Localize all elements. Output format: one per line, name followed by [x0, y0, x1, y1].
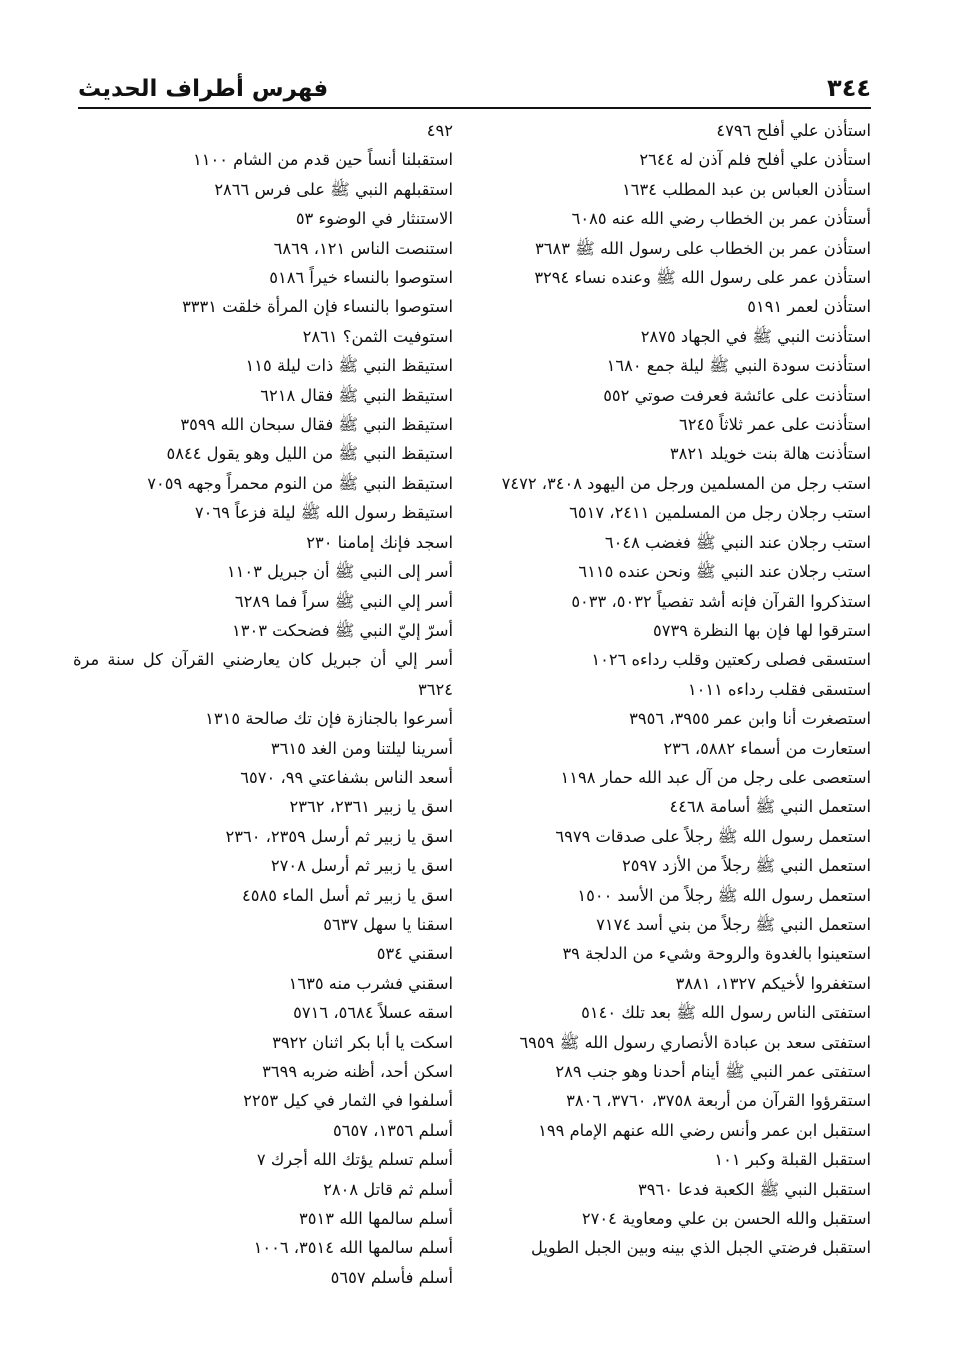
index-entry: اسق يا زبير ثم أسل الماء ٤٥٨٥ — [242, 885, 453, 905]
index-entry: استصغرت أنا وابن عمر ٣٩٥٥، ٣٩٥٦ — [629, 709, 871, 729]
index-entry: استأذنت على عائشة فعرفت صوتي ٥٥٢ — [603, 385, 871, 405]
index-entry: استأذنت النبي ﷺ في الجهاد ٢٨٧٥ — [640, 326, 871, 346]
index-entry: اسق يا زبير ثم أرسل ٢٧٠٨ — [270, 856, 453, 876]
index-entry: استوصوا بالنساء خيراً ٥١٨٦ — [269, 268, 453, 288]
index-entry: استفتى عمر النبي ﷺ أينام أحدنا وهو جنب ٢٨٩ — [555, 1062, 871, 1081]
index-entry: استأذن عمر بن الخطاب على رسول الله ﷺ ٣٦٨٣ — [535, 238, 871, 258]
index-entry: استأذنت على عمر ثلاثاً ٦٢٤٥ — [678, 415, 871, 435]
index-entry: استغفروا لأخيكم ١٣٢٧، ٣٨٨١ — [675, 973, 871, 993]
index-entry: أسلم ثم قاتل ٢٨٠٨ — [323, 1179, 453, 1199]
index-entry: أسر إلي أن جبريل كان يعارضني القرآن كل سنة مرة ٣٦٢٤ — [73, 650, 453, 699]
index-entry: استعمل النبي ﷺ رجلاً من بني أسد ٧١٧٤ — [596, 914, 871, 934]
index-entry: استأذن العباس بن عبد المطلب ١٦٣٤ — [622, 179, 871, 199]
right-column — [486, 116, 871, 1263]
index-entry: استيقظ رسول الله ﷺ ليلة فزعاً ٧٠٦٩ — [194, 503, 453, 523]
index-entry: استقبل ابن عمر وأنس رضي الله عنهم الإمام ١٩٩ — [538, 1120, 871, 1140]
index-entry: أسر إلي النبي ﷺ سراً فما ٦٢٨٩ — [234, 591, 453, 611]
index-entry: أسلم فأسلم ٥٦٥٧ — [330, 1267, 453, 1287]
index-entry: أسر إلى النبي ﷺ أن جبريل ١١٠٣ — [226, 562, 453, 582]
index-entry: استعينوا بالغدوة والروحة وشيء من الدلجة ٣٩ — [562, 944, 871, 964]
header-rule — [78, 107, 871, 109]
index-entry: استيقظ النبي ﷺ من الليل وهو يقول ٥٨٤٤ — [166, 444, 453, 464]
index-entry: استأذن علي أفلح ٤٧٩٦ — [716, 121, 871, 140]
index-entry: أسلم ١٣٥٦، ٥٦٥٧ — [333, 1120, 453, 1140]
index-entry: اسق يا زبير ٢٣٦١، ٢٣٦٢ — [289, 797, 453, 817]
index-entry: اسقه عسلاً ٥٦٨٤، ٥٧١٦ — [293, 1003, 453, 1023]
index-entry: استأذنت سودة النبي ﷺ ليلة جمع ١٦٨٠ — [606, 356, 871, 376]
index-entry: استقبلهم النبي ﷺ على فرس ٢٨٦٦ — [214, 179, 453, 199]
index-entry: استسقى فقلب رداءه ١٠١١ — [687, 679, 871, 699]
index-entry: استفتى الناس رسول الله ﷺ بعد تلك ٥١٤٠ — [581, 1003, 871, 1023]
index-entry: استقبلنا أنساً حين قدم من الشام ١١٠٠ — [192, 150, 453, 170]
index-entry: استعمل النبي ﷺ رجلاً من الأزد ٢٥٩٧ — [622, 856, 871, 876]
index-entry: استسقى فصلى ركعتين وقلب رداءه ١٠٢٦ — [591, 650, 871, 670]
index-entry: اسقني فشرب منه ١٦٣٥ — [288, 973, 453, 993]
index-entry: استب رجل من المسلمين ورجل من اليهود ٣٤٠٨، ٧٤٧٢ — [501, 473, 871, 493]
index-entry: الاستنثار في الوضوء ٥٣ — [295, 209, 453, 229]
index-entry: استوصوا بالنساء فإن المرأة خلقت ٣٣٣١ — [182, 297, 453, 317]
index-entry: اسق يا زبير ثم أرسل ٢٣٥٩، ٢٣٦٠ — [225, 826, 453, 846]
index-entry: اسكن أحد، أظنه ضربه ٣٦٩٩ — [262, 1062, 453, 1081]
index-entry: استوفيت الثمن؟ ٢٨٦١ — [302, 326, 453, 346]
index-entry: استأذن لعمر ٥١٩١ — [747, 297, 871, 317]
index-entry: استعارت من أسماء ٥٨٨٢، ٢٣٦ — [663, 738, 871, 758]
index-entry: اسجد فإنك إمامنا ٢٣٠ — [306, 532, 453, 552]
index-entry: استيقظ النبي ﷺ فقال سبحان الله ٣٥٩٩ — [180, 415, 453, 435]
index-entry: استأذنت هالة بنت خويلد ٣٨٢١ — [669, 444, 871, 464]
index-entry: استعمل النبي ﷺ أسامة ٤٤٦٨ — [669, 797, 871, 817]
index-entry: أسلم تسلم يؤتك الله أجرك ٧ — [256, 1150, 453, 1170]
index-entry: استرقوا لها فإن بها النظرة ٥٧٣٩ — [652, 620, 871, 640]
index-entry: استب رجلان عند النبي ﷺ ونحن عنده ٦١١٥ — [578, 562, 871, 582]
index-entry: استقبل والله الحسن بن علي ومعاوية ٢٧٠٤ — [581, 1209, 871, 1229]
index-entry: استقبل القبلة وكبر ١٠١ — [714, 1150, 871, 1170]
index-entry: ٤٩٢ — [426, 121, 453, 140]
index-entry: اسقني ٥٣٤ — [376, 944, 453, 964]
left-column — [73, 116, 453, 1292]
index-entry: استذكروا القرآن فإنه أشد تفصياً ٥٠٣٢، ٥٠٣٣ — [571, 591, 871, 611]
index-entry: اسقنا يا سهل ٥٦٣٧ — [323, 914, 453, 934]
page-header — [78, 62, 871, 102]
index-entry: استيقظ النبي ﷺ فقال ٦٢١٨ — [260, 385, 453, 405]
index-entry: استقبل النبي ﷺ الكعبة فدعا ٣٩٦٠ — [638, 1179, 871, 1199]
index-entry: استعصى على رجل من آل عبد الله حمار ١١٩٨ — [560, 767, 871, 787]
index-entry: أستأذن عمر بن الخطاب رضي الله عنه ٦٠٨٥ — [571, 209, 871, 229]
index-entry: استنصت الناس ١٢١، ٦٨٦٩ — [273, 238, 453, 258]
index-entry: أسرّ إليّ النبي ﷺ فضحكت ١٣٠٣ — [231, 620, 453, 640]
index-entry: استقبل فرضتي الجبل الذي بينه وبين الجبل الطويل — [530, 1238, 871, 1258]
index-entry: استأذن عمر على رسول الله ﷺ وعنده نساء ٣٢٩٤ — [534, 268, 871, 288]
index-entry: استقرؤوا القرآن من أربعة ٣٧٥٨، ٣٧٦٠، ٣٨٠٦ — [566, 1091, 871, 1111]
index-entry: استأذن علي أفلح فلم آذن له ٢٦٤٤ — [639, 150, 871, 170]
index-entry: استعمل رسول الله ﷺ رجلاً من الأسد ١٥٠٠ — [577, 885, 871, 905]
index-entry: أسلفوا في الثمار في كيل ٢٢٥٣ — [243, 1091, 453, 1111]
index-entry: أسرينا ليلتنا ومن الغد ٣٦١٥ — [270, 738, 453, 758]
index-entry: استب رجلان رجل من المسلمين ٢٤١١، ٦٥١٧ — [569, 503, 871, 523]
running-title: فهرس أطراف الحديث — [78, 76, 329, 102]
index-entry: استعمل رسول الله ﷺ رجلاً على صدقات ٦٩٧٩ — [555, 826, 871, 846]
index-entry: استيقظ النبي ﷺ من النوم محمراً وجهه ٧٠٥٩ — [147, 473, 453, 493]
index-entry: استيقظ النبي ﷺ ذات ليلة ١١٥ — [245, 356, 453, 376]
index-entry: أسرعوا بالجنازة فإن تك صالحة ١٣١٥ — [205, 709, 453, 729]
index-entry: استفتى سعد بن عبادة الأنصاري رسول الله ﷺ ٦٩٥٩ — [519, 1032, 871, 1052]
index-entry: أسلم سالمها الله ٣٥١٤، ١٠٠٦ — [253, 1238, 453, 1258]
index-entry: أسعد الناس بشفاعتي ٩٩، ٦٥٧٠ — [240, 767, 453, 787]
index-entry: اسكت يا أبا بكر اثنان ٣٩٢٢ — [272, 1032, 453, 1052]
page-number: ٣٤٤ — [827, 74, 871, 102]
index-entry: أسلم سالمها الله ٣٥١٣ — [299, 1209, 453, 1229]
index-entry: استب رجلان عند النبي ﷺ فغضب ٦٠٤٨ — [604, 532, 871, 552]
